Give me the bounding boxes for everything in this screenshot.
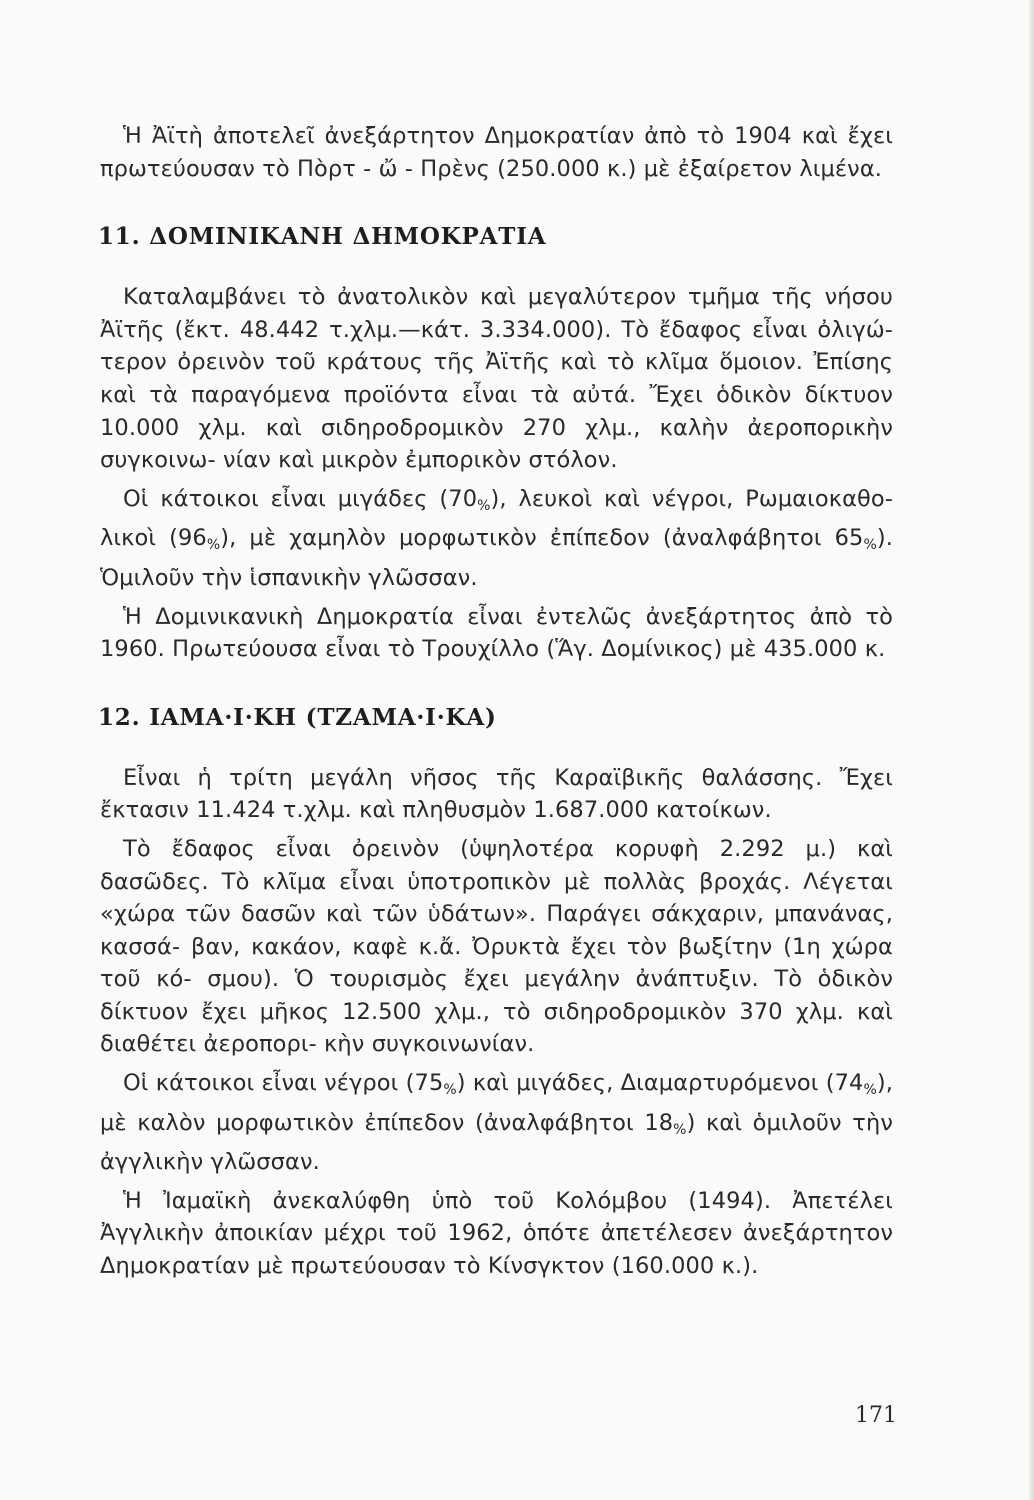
jamaica-paragraph-population xyxy=(100,1067,893,1179)
percent-sign: % xyxy=(477,497,491,514)
text-line: Καταλαμβάνει τὸ ἀνατολικὸν καὶ μεγαλύτερον τμῆμα τῆς νήσου xyxy=(123,284,893,311)
text-line: τερον ὀρεινὸν τοῦ κράτους τῆς Ἀϊτῆς καὶ τὸ κλῖμα ὅμοιον. Ἐπίσης καὶ xyxy=(100,349,893,408)
text-fragment: ) καὶ xyxy=(686,1109,743,1136)
text-line: νίαν καὶ μικρὸν ἐμπορικὸν στόλον. xyxy=(222,447,618,474)
text-line: Τὸ ἔδαφος εἶναι ὀρεινὸν (ὑψηλοτέρα κορυφὴ 2.292 μ.) καὶ δασῶδες. xyxy=(100,835,893,895)
section-heading-jamaica: 12. ΙΑΜΑ·Ι·ΚΗ (ΤΖΑΜΑ·Ι·ΚΑ) xyxy=(98,703,497,731)
text-line: ἔχει πρωτεύουσαν τὸ Πὸρτ - ὤ - Πρὲνς (250.000 κ.) μὲ ἐξαίρετον xyxy=(100,123,893,182)
text-fragment: Οἱ κάτοικοι εἶναι μιγάδες (70 xyxy=(123,485,478,512)
page-edge-shadow xyxy=(1028,0,1034,1500)
jamaica-paragraph-history xyxy=(100,1185,893,1283)
text-line: μῆκος 12.500 χλμ., τὸ σιδηροδρομικὸν 370 χλμ. καὶ διαθέτει ἀεροπορι- xyxy=(100,998,893,1058)
text-fragment: Οἱ κάτοικοι εἶναι νέγροι (75 xyxy=(123,1070,444,1097)
text-line: Ἀγγλικὴν ἀποικίαν μέχρι τοῦ 1962, ὁπότε ἀπετέλεσεν ἀνεξάρτητον xyxy=(100,1220,893,1247)
text-fragment: λικοὶ (96 xyxy=(100,525,207,552)
text-fragment: (74 xyxy=(825,1070,864,1097)
text-fragment: ), μὲ καλὸν μορφωτικὸν ἐπίπεδον (ἀναλφάβητοι 18 xyxy=(100,1070,893,1136)
text-line: Ἀϊτῆς (ἔκτ. 48.442 τ.χλμ.—κάτ. 3.334.000). Τὸ ἔδαφος εἶναι ὀλιγώ- xyxy=(100,316,893,343)
text-fragment: ), λευκοὶ καὶ νέγροι, Ρωμαιοκαθο- xyxy=(490,485,893,512)
dominican-paragraph-population xyxy=(100,483,893,595)
jamaica-paragraph-geography xyxy=(100,833,893,1061)
text-line: λιμένα. xyxy=(799,155,883,182)
percent-sign: % xyxy=(863,537,877,554)
text-line: Ἡ Δομινικανικὴ Δημοκρατία εἶναι ἐντελῶς ἀνεξάρτητος ἀπὸ τὸ xyxy=(123,603,893,630)
text-fragment: ). xyxy=(876,525,893,552)
text-line: Τὸ κλῖμα εἶναι ὑποτροπικὸν μὲ πολλὰς βροχάς. Λέγεται «χώρα τῶν xyxy=(100,868,893,928)
text-line: Δημοκρατίαν μὲ πρωτεύουσαν τὸ Κίνσγκτον (160.000 κ.). xyxy=(100,1253,759,1280)
page-body xyxy=(100,120,893,1283)
percent-sign: % xyxy=(863,1082,877,1099)
jamaica-paragraph-intro xyxy=(100,762,893,827)
text-line: Ἡ Ἰαμαϊκὴ ἀνεκαλύφθη ὑπὸ τοῦ Κολόμβου (1494). Ἀπετέλει xyxy=(123,1187,893,1214)
text-line: δασῶν καὶ τῶν ὑδάτων». Παράγει σάκχαριν, μπανάνας, κασσά- xyxy=(100,901,893,960)
text-line: Ἡ Ἀϊτὴ ἀποτελεῖ ἀνεξάρτητον Δημοκρατίαν ἀπὸ τὸ 1904 καὶ xyxy=(123,123,838,149)
percent-sign: % xyxy=(443,1082,457,1099)
section-heading-dominican-republic: 11. ΔΟΜΙΝΙΚΑΝΗ ΔΗΜΟΚΡΑΤΙΑ xyxy=(98,223,547,251)
percent-sign: % xyxy=(206,537,221,554)
text-line: Ὁμιλοῦν τὴν ἱσπανικὴν γλῶσσαν. xyxy=(100,564,478,591)
percent-sign: % xyxy=(673,1121,687,1138)
text-line: κὴν συγκοινωνίαν. xyxy=(324,1031,535,1058)
text-line: χλμ. καὶ σιδηροδρομικὸν 270 χλμ., καλὴν ἀεροπορικὴν συγκοινω- xyxy=(100,414,893,474)
text-line: σμου). Ὁ τουρισμὸς ἔχει μεγάλην ἀνάπτυξιν. Τὸ ὁδικὸν δίκτυον ἔχει xyxy=(100,966,893,1025)
text-line: ἔκτασιν 11.424 τ.χλμ. καὶ πληθυσμὸν 1.687.000 κατοίκων. xyxy=(100,797,772,824)
text-line: τὰ παραγόμενα προϊόντα εἶναι τὰ αὐτά. Ἔχει ὁδικὸν δίκτυον 10.000 xyxy=(100,381,893,441)
text-line: βαν, κακάον, καφὲ κ.ἄ. Ὀρυκτὰ ἔχει τὸν βωξίτην (1η χώρα τοῦ κό- xyxy=(100,933,893,993)
haiti-paragraph xyxy=(100,120,893,185)
dominican-paragraph-geography xyxy=(100,281,893,477)
text-fragment: ), μὲ χαμηλὸν μορφωτικὸν ἐπίπεδον (ἀναλφάβητοι 65 xyxy=(220,525,864,552)
dominican-paragraph-history xyxy=(100,601,893,666)
text-line: Εἶναι ἡ τρίτη μεγάλη νῆσος τῆς Καραϊβικῆς θαλάσσης. Ἔχει xyxy=(123,764,893,791)
text-line: 1960. Πρωτεύουσα εἶναι τὸ Τρουχίλλο (Ἅγ. Δομίνικος) μὲ 435.000 κ. xyxy=(100,636,886,663)
text-line: ὁμιλοῦν τὴν ἀγγλικὴν γλῶσσαν. xyxy=(100,1109,893,1176)
text-fragment: ) καὶ μιγάδες, Διαμαρτυρόμενοι xyxy=(456,1070,819,1097)
page-number: 171 xyxy=(855,1403,897,1428)
